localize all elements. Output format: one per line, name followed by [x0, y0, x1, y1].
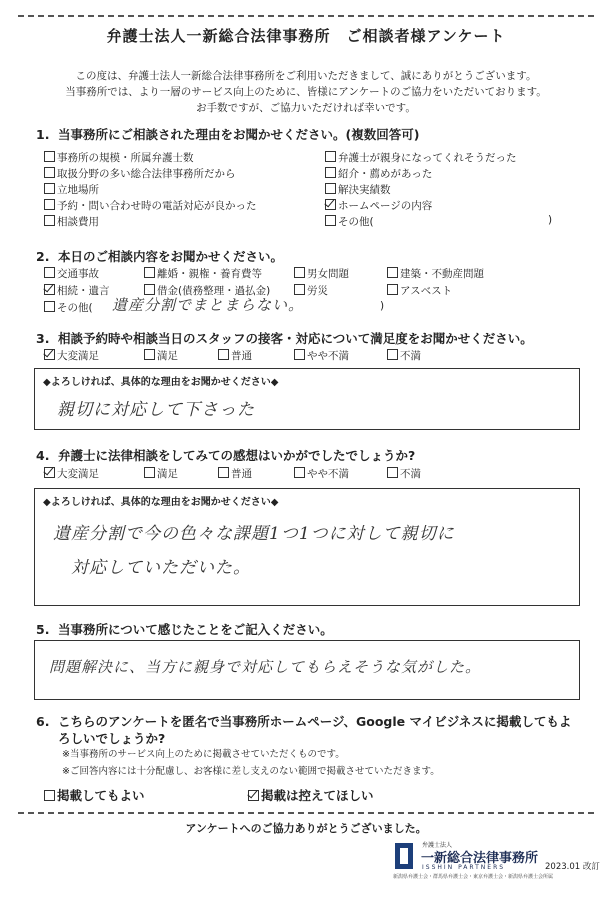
- q4-option-slightly-dissatisfied[interactable]: やや不満: [294, 466, 349, 481]
- q2-option-debt[interactable]: 借金(債務整理・過払金): [144, 283, 270, 298]
- question-6-text-line-1: こちらのアンケートを匿名で当事務所ホームページ、Google マイビジネスに掲載してもよ: [58, 714, 572, 729]
- checkbox[interactable]: [294, 467, 305, 478]
- q4-reason-label: ◆よろしければ、具体的な理由をお聞かせください◆: [43, 497, 279, 508]
- checkbox[interactable]: [144, 349, 155, 360]
- question-6-number: 6.: [36, 714, 50, 729]
- thanks-message: アンケートへのご協力ありがとうございました。: [185, 822, 427, 835]
- q1-option-location[interactable]: 立地場所: [44, 182, 99, 197]
- intro-line-1: この度は、弁護士法人一新総合法律事務所をご利用いただきまして、誠にありがとうございます。: [75, 70, 537, 82]
- q2-option-inheritance[interactable]: 相続・遺言: [44, 283, 110, 298]
- q2-option-real-estate[interactable]: 建築・不動産問題: [387, 266, 484, 281]
- q1-other-close-paren: ): [548, 214, 553, 226]
- top-dashed-divider: [18, 15, 594, 17]
- bottom-dashed-divider: [18, 812, 594, 814]
- q2-option-other[interactable]: その他(: [44, 300, 93, 315]
- q4-option-dissatisfied[interactable]: 不満: [387, 466, 421, 481]
- firm-name: 一新総合法律事務所: [421, 851, 539, 866]
- q4-option-neutral[interactable]: 普通: [218, 466, 252, 481]
- q1-option-phone-response[interactable]: 予約・問い合わせ時の電話対応が良かった: [44, 198, 257, 213]
- question-5-number: 5.: [36, 622, 50, 637]
- q4-option-satisfied[interactable]: 満足: [144, 466, 178, 481]
- checkbox[interactable]: [218, 349, 229, 360]
- q4-option-very-satisfied[interactable]: 大変満足: [44, 466, 99, 481]
- q1-option-other[interactable]: その他(: [325, 214, 374, 229]
- q1-option-fee[interactable]: 相談費用: [44, 214, 99, 229]
- question-2-text: 本日のご相談内容をお聞かせください。: [58, 249, 284, 264]
- checkbox[interactable]: [294, 267, 305, 278]
- checkbox-checked[interactable]: [325, 199, 336, 210]
- q4-handwritten-line-1: 遺産分割で今の色々な課題1つ1つに対して親切に: [53, 524, 455, 544]
- q3-option-very-satisfied[interactable]: 大変満足: [44, 348, 99, 363]
- question-4: [36, 446, 415, 464]
- checkbox[interactable]: [144, 267, 155, 278]
- checkbox[interactable]: [44, 199, 55, 210]
- checkbox[interactable]: [144, 467, 155, 478]
- intro-line-2: 当事務所では、より一層のサービス向上のために、皆様にアンケートのご協力をいただいております。: [65, 86, 547, 98]
- question-5: [36, 620, 333, 638]
- question-3-text: 相談予約時や相談当日のスタッフの接客・対応について満足度をお聞かせください。: [58, 331, 533, 346]
- q2-option-divorce[interactable]: 離婚・親権・養育費等: [144, 266, 262, 281]
- q1-option-referral[interactable]: 紹介・薦めがあった: [325, 166, 432, 181]
- checkbox[interactable]: [387, 467, 398, 478]
- q1-option-sincere-lawyer[interactable]: 弁護士が親身になってくれそうだった: [325, 150, 517, 165]
- question-2-number: 2.: [36, 249, 50, 264]
- question-6: [36, 712, 571, 730]
- checkbox[interactable]: [44, 790, 55, 801]
- q3-option-dissatisfied[interactable]: 不満: [387, 348, 421, 363]
- checkbox[interactable]: [44, 183, 55, 194]
- firm-english-name: ISSHIN PARTNERS: [422, 864, 506, 871]
- q2-option-asbestos[interactable]: アスベスト: [387, 283, 452, 298]
- checkbox[interactable]: [294, 349, 305, 360]
- question-4-number: 4.: [36, 448, 50, 463]
- checkbox-checked[interactable]: [44, 467, 55, 478]
- question-2: [36, 247, 283, 265]
- q3-option-satisfied[interactable]: 満足: [144, 348, 178, 363]
- q3-reason-label: ◆よろしければ、具体的な理由をお聞かせください◆: [43, 377, 279, 388]
- question-1-text: 当事務所にご相談された理由をお聞かせください。(複数回答可): [58, 127, 420, 142]
- q5-handwritten-answer: 問題解決に、当方に親身で対応してもらえそうな気がした。: [49, 658, 482, 676]
- checkbox[interactable]: [44, 215, 55, 226]
- checkbox[interactable]: [218, 467, 229, 478]
- q2-option-relationship[interactable]: 男女問題: [294, 266, 349, 281]
- q6-note-2: ※ご回答内容には十分配慮し、お客様に差し支えのない範囲で掲載させていただきます。: [62, 766, 440, 777]
- q1-option-track-record[interactable]: 解決実績数: [325, 182, 391, 197]
- q3-reason-box[interactable]: [34, 368, 580, 430]
- checkbox[interactable]: [325, 167, 336, 178]
- q4-handwritten-line-2: 対応していただいた。: [71, 558, 251, 578]
- question-3: [36, 329, 533, 347]
- checkbox-checked[interactable]: [44, 349, 55, 360]
- question-1-number: 1.: [36, 127, 50, 142]
- firm-offices: 新潟県弁護士会・群馬県弁護士会・東京弁護士会・新潟県弁護士会所属: [393, 874, 554, 880]
- q4-reason-box[interactable]: [34, 488, 580, 606]
- checkbox-checked[interactable]: [248, 790, 259, 801]
- question-5-text: 当事務所について感じたことをご記入ください。: [58, 622, 333, 637]
- question-4-text: 弁護士に法律相談をしてみての感想はいかがでしたでしょうか?: [58, 448, 416, 463]
- q1-option-homepage[interactable]: ホームページの内容: [325, 198, 432, 213]
- checkbox[interactable]: [44, 167, 55, 178]
- checkbox[interactable]: [44, 301, 55, 312]
- q3-option-slightly-dissatisfied[interactable]: やや不満: [294, 348, 349, 363]
- question-6-text-line-2: ろしいでしょうか?: [58, 731, 166, 746]
- checkbox[interactable]: [387, 349, 398, 360]
- question-3-number: 3.: [36, 331, 50, 346]
- q2-other-close-paren: ): [380, 300, 385, 312]
- q6-note-1: ※当事務所のサービス向上のために掲載させていただくものです。: [62, 749, 345, 760]
- q2-option-traffic[interactable]: 交通事故: [44, 266, 99, 281]
- q3-handwritten-answer: 親切に対応して下さった: [57, 400, 255, 420]
- firm-type-label: 弁護士法人: [422, 842, 453, 849]
- q2-other-handwritten: 遺産分割でまとまらない。: [112, 296, 305, 314]
- q2-option-workers-comp[interactable]: 労災: [294, 283, 328, 298]
- page-title: 弁護士法人一新総合法律事務所 ご相談者様アンケート: [106, 27, 506, 45]
- firm-logo-icon: [395, 843, 413, 869]
- question-1: [36, 125, 419, 143]
- checkbox-checked[interactable]: [44, 284, 55, 295]
- q6-option-allow[interactable]: 掲載してもよい: [44, 786, 145, 804]
- intro-line-3: お手数ですが、ご協力いただければ幸いです。: [196, 102, 416, 114]
- q1-option-scale[interactable]: 事務所の規模・所属弁護士数: [44, 150, 194, 165]
- checkbox[interactable]: [325, 151, 336, 162]
- revision-date: 2023.01 改訂: [545, 862, 600, 872]
- checkbox[interactable]: [325, 183, 336, 194]
- q6-option-decline[interactable]: 掲載は控えてほしい: [248, 786, 374, 804]
- q1-option-general-firm[interactable]: 取扱分野の多い総合法律事務所だから: [44, 166, 236, 181]
- checkbox[interactable]: [44, 151, 55, 162]
- checkbox[interactable]: [387, 284, 398, 295]
- checkbox[interactable]: [387, 267, 398, 278]
- q5-answer-box[interactable]: [34, 640, 580, 700]
- q3-option-neutral[interactable]: 普通: [218, 348, 252, 363]
- checkbox[interactable]: [44, 267, 55, 278]
- checkbox[interactable]: [325, 215, 336, 226]
